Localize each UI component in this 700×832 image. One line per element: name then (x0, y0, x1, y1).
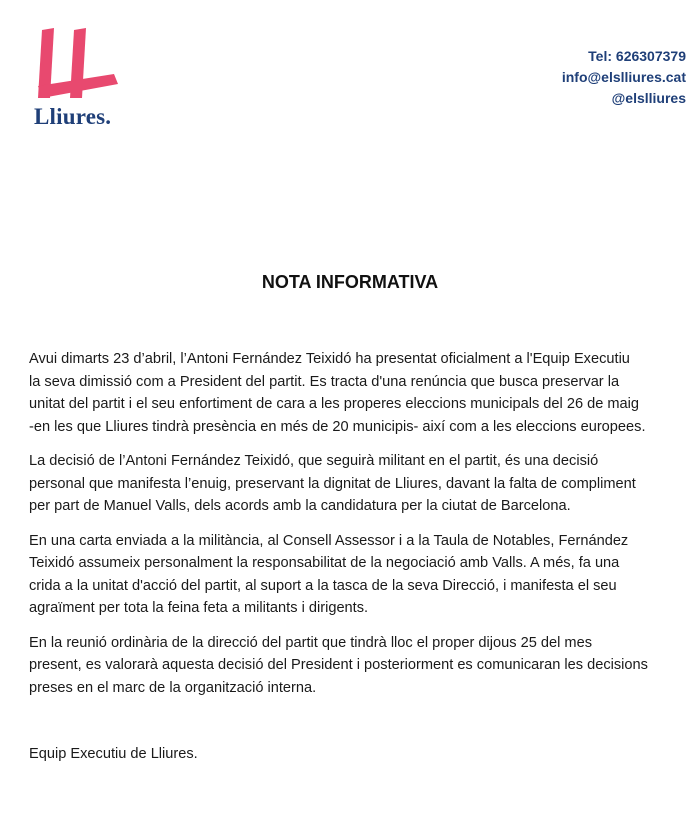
document-title: NOTA INFORMATIVA (261, 272, 439, 292)
contact-block (562, 46, 686, 109)
paragraph (29, 348, 693, 438)
paragraph-line: -en les que Lliures tindrà presència en més de 20 municipis- així com a les eleccions europees. (29, 418, 646, 435)
signature: Equip Executiu de Lliures. (29, 746, 198, 762)
paragraph-line: present, es valorarà aquesta decisió del President i posteriorment es comunicaran les decisions (29, 657, 648, 673)
paragraph-line: preses en el marc de la organització interna. (29, 679, 317, 696)
brand-name: Lliures. (34, 104, 112, 129)
paragraph-line: per part de Manuel Valls, dels acords amb la candidatura per la ciutat de Barcelona. (29, 498, 571, 514)
contact-tel: Tel: 626307379 (588, 48, 686, 64)
paragraph-line: Avui dimarts 23 d’abril, l’Antoni Fernández Teixidó ha presentat oficialment a l'Equip Executiu (29, 351, 630, 367)
paragraph (29, 530, 693, 620)
paragraph-line: unitat del partit i el seu enfortiment de cara a les properes eleccions municipals del 26 de maig (29, 396, 640, 412)
contact-email[interactable]: info@elslliures.cat (561, 69, 686, 85)
paragraph-line: crida a la unitat d'acció del partit, al suport a la tasca de la seva Direcció, i manifesta el seu (29, 577, 617, 594)
document-body (29, 348, 693, 711)
paragraph-line: La decisió de l’Antoni Fernández Teixidó, que seguirà militant en el partit, és una decisió (29, 453, 599, 469)
paragraph-line: personal que manifesta l’enuig, preservant la dignitat de Lliures, davant la falta de compliment (29, 475, 636, 492)
paragraph-line: En una carta enviada a la militància, al Consell Assessor i a la Taula de Notables, Fernández (29, 532, 629, 549)
contact-handle[interactable]: @elslliures (611, 90, 686, 106)
paragraph-line: En la reunió ordinària de la direcció del partit que tindrà lloc el proper dijous 25 del mes (29, 634, 592, 651)
paragraph (29, 450, 693, 518)
paragraph-line: la seva dimissió com a President del partit. Es tracta d'una renúncia que busca preservar la (29, 373, 620, 390)
paragraph (29, 632, 693, 700)
paragraph-line: Teixidó assumeix personalment la responsabilitat de la negociació amb Valls. A més, fa una (29, 555, 620, 571)
paragraph-line: agraïment per tota la feina feta a militants i dirigents. (29, 600, 369, 616)
